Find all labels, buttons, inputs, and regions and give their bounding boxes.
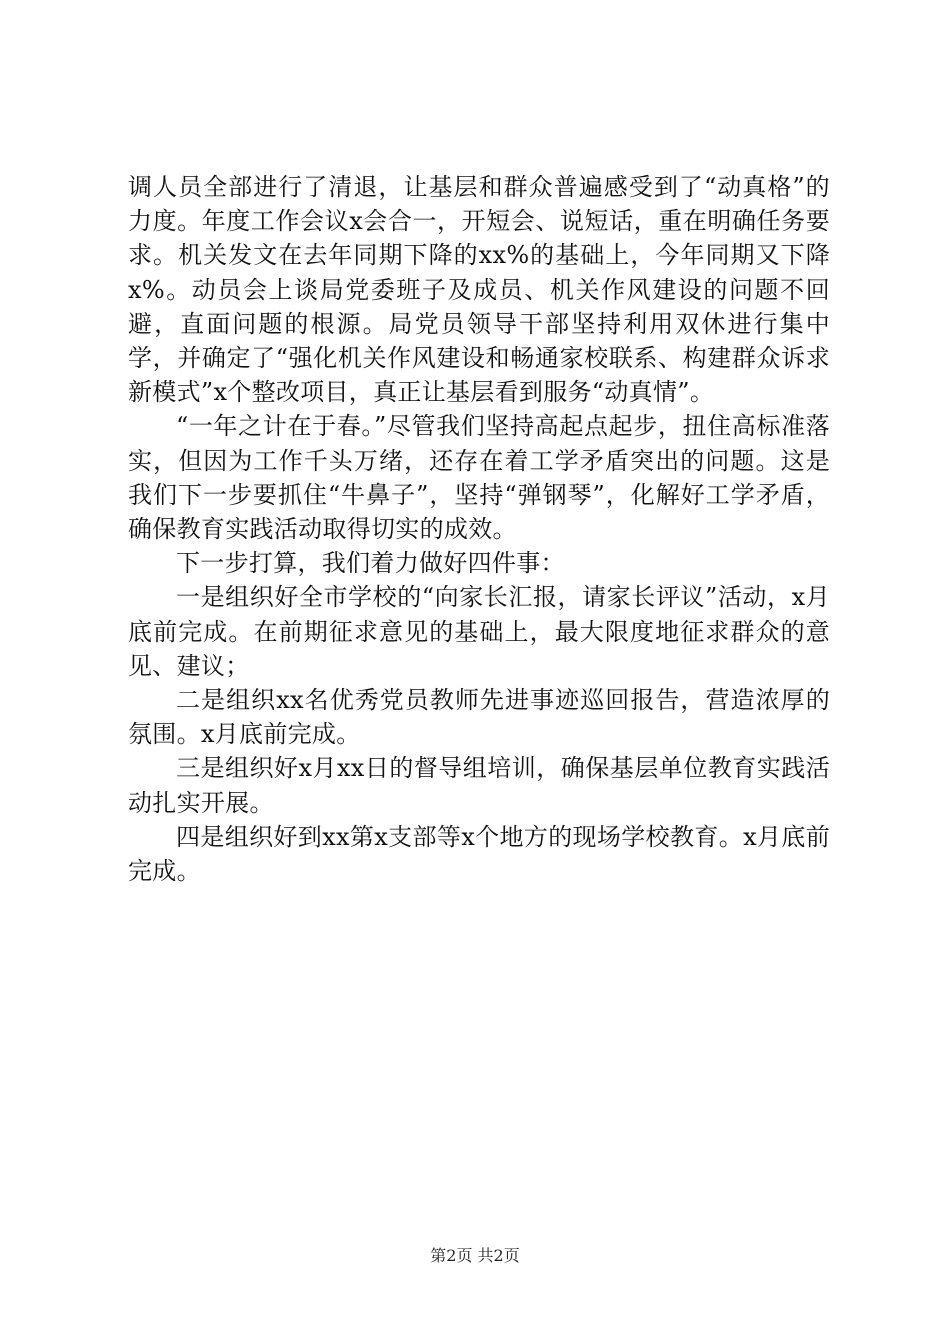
paragraph-task-four: 四是组织好到xx第x支部等x个地方的现场学校教育。x月底前完成。	[128, 822, 830, 886]
document-body	[128, 170, 830, 888]
paragraph-task-two: 二是组织xx名优秀党员教师先进事迹巡回报告，营造浓厚的氛围。x月底前完成。	[128, 686, 830, 749]
paragraph-task-one: 一是组织好全市学校的“向家长汇报，请家长评议”活动，x月底前完成。在前期征求意见的基础上，最大限度地征求群众的意见、建议；	[128, 583, 830, 680]
paragraph-next-steps-intro: 下一步打算，我们着力做好四件事：	[176, 549, 565, 578]
paragraph-spring-plan: “一年之计在于春。”尽管我们坚持高起点起步，扭住高标准落实，但因为工作千头万绪，还存在着工学矛盾突出的问题。这是我们下一步要抓住“牛鼻子”，坚持“弹钢琴”，化解好工学矛盾，确保教育实践活动取得切实的成效。	[128, 412, 830, 544]
paragraph-continuation: 调人员全部进行了清退，让基层和群众普遍感受到了“动真格”的力度。年度工作会议x会合一，开短会、说短话，重在明确任务要求。机关发文在去年同期下降的xx%的基础上，今年同期又下降x%。动员会上谈局党委班子及成员、机关作风建设的问题不回避，直面问题的根源。局党员领导干部坚持利用双休进行集中学，并确定了“强化机关作风建设和畅通家校联系、构建群众诉求新模式”x个整改项目，真正让基层看到服务“动真情”。	[128, 173, 830, 407]
paragraph-task-three: 三是组织好x月xx日的督导组培训，确保基层单位教育实践活动扎实开展。	[128, 754, 830, 817]
page-number-footer: 第2页 共2页	[430, 1246, 520, 1265]
